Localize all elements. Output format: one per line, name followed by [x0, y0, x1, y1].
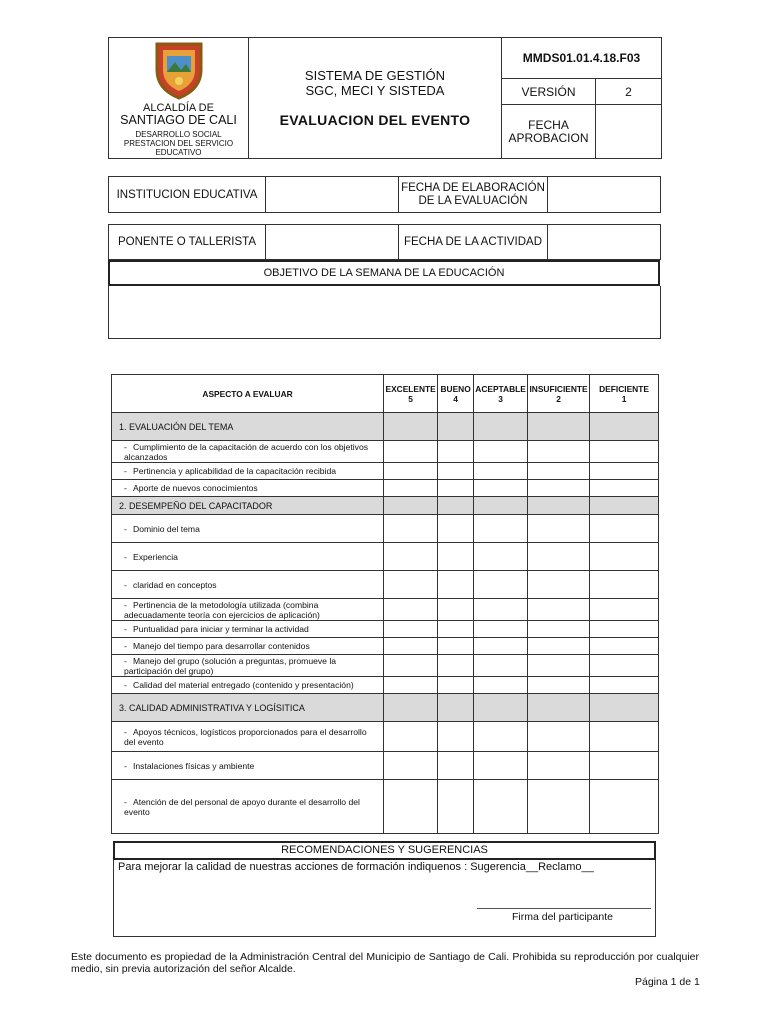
col-insuficiente: INSUFICIENTE 2	[528, 375, 590, 413]
rating-cell[interactable]	[438, 571, 474, 599]
rating-cell	[528, 413, 590, 441]
rating-cell[interactable]	[384, 722, 438, 752]
org-subtitle: DESARROLLO SOCIAL PRESTACION DEL SERVICIO EDUCATIVO	[123, 129, 234, 157]
rating-cell[interactable]	[528, 571, 590, 599]
table-row	[112, 621, 659, 638]
table-row	[112, 480, 659, 497]
table-row	[112, 722, 659, 752]
rating-cell[interactable]	[590, 752, 659, 780]
item-label: - claridad en conceptos	[112, 571, 384, 599]
item-label: - Pertinencia de la metodología utilizada (combina adecuadamente teoría con ejercicios de aplicación)	[112, 599, 384, 621]
rating-cell[interactable]	[590, 571, 659, 599]
page-number: Página 1 de 1	[635, 976, 700, 988]
header-title-block	[249, 38, 502, 159]
rating-cell[interactable]	[438, 543, 474, 571]
rating-cell[interactable]	[384, 752, 438, 780]
recommendations-prompt: Para mejorar la calidad de nuestras acciones de formación indiquenos : Sugerencia__Reclamo__	[118, 861, 594, 873]
logo-block	[109, 38, 249, 159]
rating-cell[interactable]	[590, 655, 659, 677]
col-bueno: BUENO 4	[438, 375, 474, 413]
speaker-row	[108, 224, 661, 260]
rating-cell[interactable]	[438, 621, 474, 638]
rating-cell[interactable]	[384, 515, 438, 543]
rating-cell[interactable]	[438, 677, 474, 694]
document-header	[108, 37, 662, 159]
objective-field[interactable]	[108, 286, 661, 339]
rating-cell[interactable]	[438, 655, 474, 677]
table-row	[112, 515, 659, 543]
item-label: - Apoyos técnicos, logísticos proporcionados para el desarrollo del evento	[112, 722, 384, 752]
item-label: - Instalaciones físicas y ambiente	[112, 752, 384, 780]
rating-cell[interactable]	[528, 638, 590, 655]
rating-cell[interactable]	[474, 780, 528, 834]
activity-date-field[interactable]	[548, 225, 661, 260]
item-label: - Pertinencia y aplicabilidad de la capacitación recibida	[112, 463, 384, 480]
rating-cell[interactable]	[474, 655, 528, 677]
rating-cell[interactable]	[474, 480, 528, 497]
col-excelente: EXCELENTE 5	[384, 375, 438, 413]
system-line2: SGC, MECI Y SISTEDA	[305, 83, 445, 98]
rating-cell[interactable]	[438, 599, 474, 621]
rating-cell[interactable]	[438, 722, 474, 752]
rating-cell[interactable]	[590, 722, 659, 752]
rating-cell[interactable]	[590, 441, 659, 463]
evaluation-table	[111, 374, 659, 834]
rating-cell[interactable]	[438, 480, 474, 497]
rating-cell[interactable]	[438, 515, 474, 543]
recommendations-title: RECOMENDACIONES Y SUGERENCIAS	[113, 841, 656, 860]
system-line1: SISTEMA DE GESTIÓN	[304, 68, 446, 83]
rating-cell[interactable]	[590, 780, 659, 834]
activity-date-label: FECHA DE LA ACTIVIDAD	[399, 225, 548, 260]
version-label: VERSIÓN	[502, 79, 596, 105]
item-label: - Dominio del tema	[112, 515, 384, 543]
section-title: 3. CALIDAD ADMINISTRATIVA Y LOGÍSITICA	[112, 694, 384, 722]
org-line2: SANTIAGO DE CALI	[120, 112, 237, 127]
rating-cell[interactable]	[384, 599, 438, 621]
item-label: - Calidad del material entregado (contenido y presentación)	[112, 677, 384, 694]
rating-cell[interactable]	[384, 441, 438, 463]
aspect-header: ASPECTO A EVALUAR	[112, 375, 384, 413]
document-code: MMDS01.01.4.18.F03	[502, 38, 662, 79]
rating-cell[interactable]	[590, 621, 659, 638]
rating-cell[interactable]	[474, 543, 528, 571]
rating-cell[interactable]	[474, 722, 528, 752]
table-row	[112, 752, 659, 780]
rating-cell	[528, 694, 590, 722]
rating-cell[interactable]	[384, 621, 438, 638]
institution-field[interactable]	[266, 177, 399, 213]
rating-cell[interactable]	[474, 621, 528, 638]
document-title: EVALUACION DEL EVENTO	[279, 112, 471, 128]
objective-label: OBJETIVO DE LA SEMANA DE LA EDUCACIÓN	[108, 260, 660, 286]
rating-cell[interactable]	[438, 463, 474, 480]
rating-cell	[474, 413, 528, 441]
item-label: - Aporte de nuevos conocimientos	[112, 480, 384, 497]
rating-cell[interactable]	[528, 621, 590, 638]
table-row	[112, 638, 659, 655]
rating-cell	[438, 413, 474, 441]
section-title: 1. EVALUACIÓN DEL TEMA	[112, 413, 384, 441]
rating-cell[interactable]	[528, 722, 590, 752]
item-label: - Experiencia	[112, 543, 384, 571]
approval-label: FECHA APROBACION	[502, 105, 596, 159]
table-row	[112, 599, 659, 621]
coat-of-arms-icon	[153, 40, 205, 100]
approval-value[interactable]	[596, 105, 662, 159]
rating-cell[interactable]	[474, 571, 528, 599]
rating-cell[interactable]	[528, 543, 590, 571]
rating-cell[interactable]	[474, 441, 528, 463]
rating-cell[interactable]	[384, 655, 438, 677]
rating-cell[interactable]	[384, 571, 438, 599]
col-deficiente: DEFICIENTE 1	[590, 375, 659, 413]
rating-cell[interactable]	[590, 677, 659, 694]
rating-cell	[384, 413, 438, 441]
rating-cell[interactable]	[384, 480, 438, 497]
table-row	[112, 655, 659, 677]
rating-cell[interactable]	[528, 441, 590, 463]
rating-cell	[474, 694, 528, 722]
col-aceptable: ACEPTABLE 3	[474, 375, 528, 413]
rating-cell[interactable]	[528, 752, 590, 780]
rating-cell[interactable]	[528, 655, 590, 677]
table-row	[112, 543, 659, 571]
table-row	[112, 463, 659, 480]
rating-cell[interactable]	[384, 780, 438, 834]
table-header-row	[112, 375, 659, 413]
rating-cell[interactable]	[474, 638, 528, 655]
org-line1: ALCALDÍA DE	[143, 101, 214, 114]
rating-cell[interactable]	[384, 677, 438, 694]
rating-cell[interactable]	[384, 543, 438, 571]
version-value: 2	[596, 79, 662, 105]
rating-cell[interactable]	[528, 780, 590, 834]
rating-cell[interactable]	[384, 638, 438, 655]
rating-cell[interactable]	[528, 463, 590, 480]
rating-cell[interactable]	[528, 515, 590, 543]
rating-cell	[384, 694, 438, 722]
item-label: - Cumplimiento de la capacitación de acuerdo con los objetivos alcanzados	[112, 441, 384, 463]
section-row	[112, 497, 659, 515]
rating-cell	[384, 497, 438, 515]
table-row	[112, 780, 659, 834]
rating-cell[interactable]	[474, 599, 528, 621]
eval-date-label: FECHA DE ELABORACIÓN DE LA EVALUACIÓN	[399, 177, 548, 213]
speaker-label: PONENTE O TALLERISTA	[109, 225, 266, 260]
table-row	[112, 677, 659, 694]
rating-cell[interactable]	[438, 780, 474, 834]
rating-cell	[528, 497, 590, 515]
rating-cell[interactable]	[590, 480, 659, 497]
rating-cell	[590, 497, 659, 515]
item-label: - Puntualidad para iniciar y terminar la actividad	[112, 621, 384, 638]
section-row	[112, 694, 659, 722]
rating-cell[interactable]	[528, 599, 590, 621]
signature-label: Firma del participante	[512, 911, 613, 923]
rating-cell[interactable]	[590, 515, 659, 543]
recommendations-field[interactable]	[113, 860, 656, 937]
table-row	[112, 441, 659, 463]
section-title: 2. DESEMPEÑO DEL CAPACITADOR	[112, 497, 384, 515]
rating-cell	[438, 497, 474, 515]
ownership-notice: Este documento es propiedad de la Administración Central del Municipio de Santiago de Cali. Prohibida su reproducción por cualquier medio, sin previa autorización del señor Alcalde.	[71, 951, 699, 975]
rating-cell[interactable]	[590, 599, 659, 621]
rating-cell[interactable]	[590, 543, 659, 571]
rating-cell[interactable]	[474, 515, 528, 543]
rating-cell	[438, 694, 474, 722]
item-label: - Manejo del tiempo para desarrollar contenidos	[112, 638, 384, 655]
eval-date-field[interactable]	[548, 177, 661, 213]
rating-cell[interactable]	[528, 677, 590, 694]
rating-cell[interactable]	[528, 480, 590, 497]
rating-cell[interactable]	[474, 463, 528, 480]
institution-row	[108, 176, 661, 213]
rating-cell[interactable]	[590, 463, 659, 480]
rating-cell[interactable]	[474, 752, 528, 780]
speaker-field[interactable]	[266, 225, 399, 260]
item-label: - Atención de del personal de apoyo durante el desarrollo del evento	[112, 780, 384, 834]
rating-cell[interactable]	[590, 638, 659, 655]
institution-label: INSTITUCION EDUCATIVA	[109, 177, 266, 213]
rating-cell[interactable]	[384, 463, 438, 480]
signature-line	[477, 908, 651, 909]
rating-cell[interactable]	[474, 677, 528, 694]
table-row	[112, 571, 659, 599]
rating-cell	[590, 694, 659, 722]
rating-cell	[590, 413, 659, 441]
rating-cell	[474, 497, 528, 515]
section-row	[112, 413, 659, 441]
rating-cell[interactable]	[438, 638, 474, 655]
rating-cell[interactable]	[438, 752, 474, 780]
item-label: - Manejo del grupo (solución a preguntas, promueve la participación del grupo)	[112, 655, 384, 677]
rating-cell[interactable]	[438, 441, 474, 463]
